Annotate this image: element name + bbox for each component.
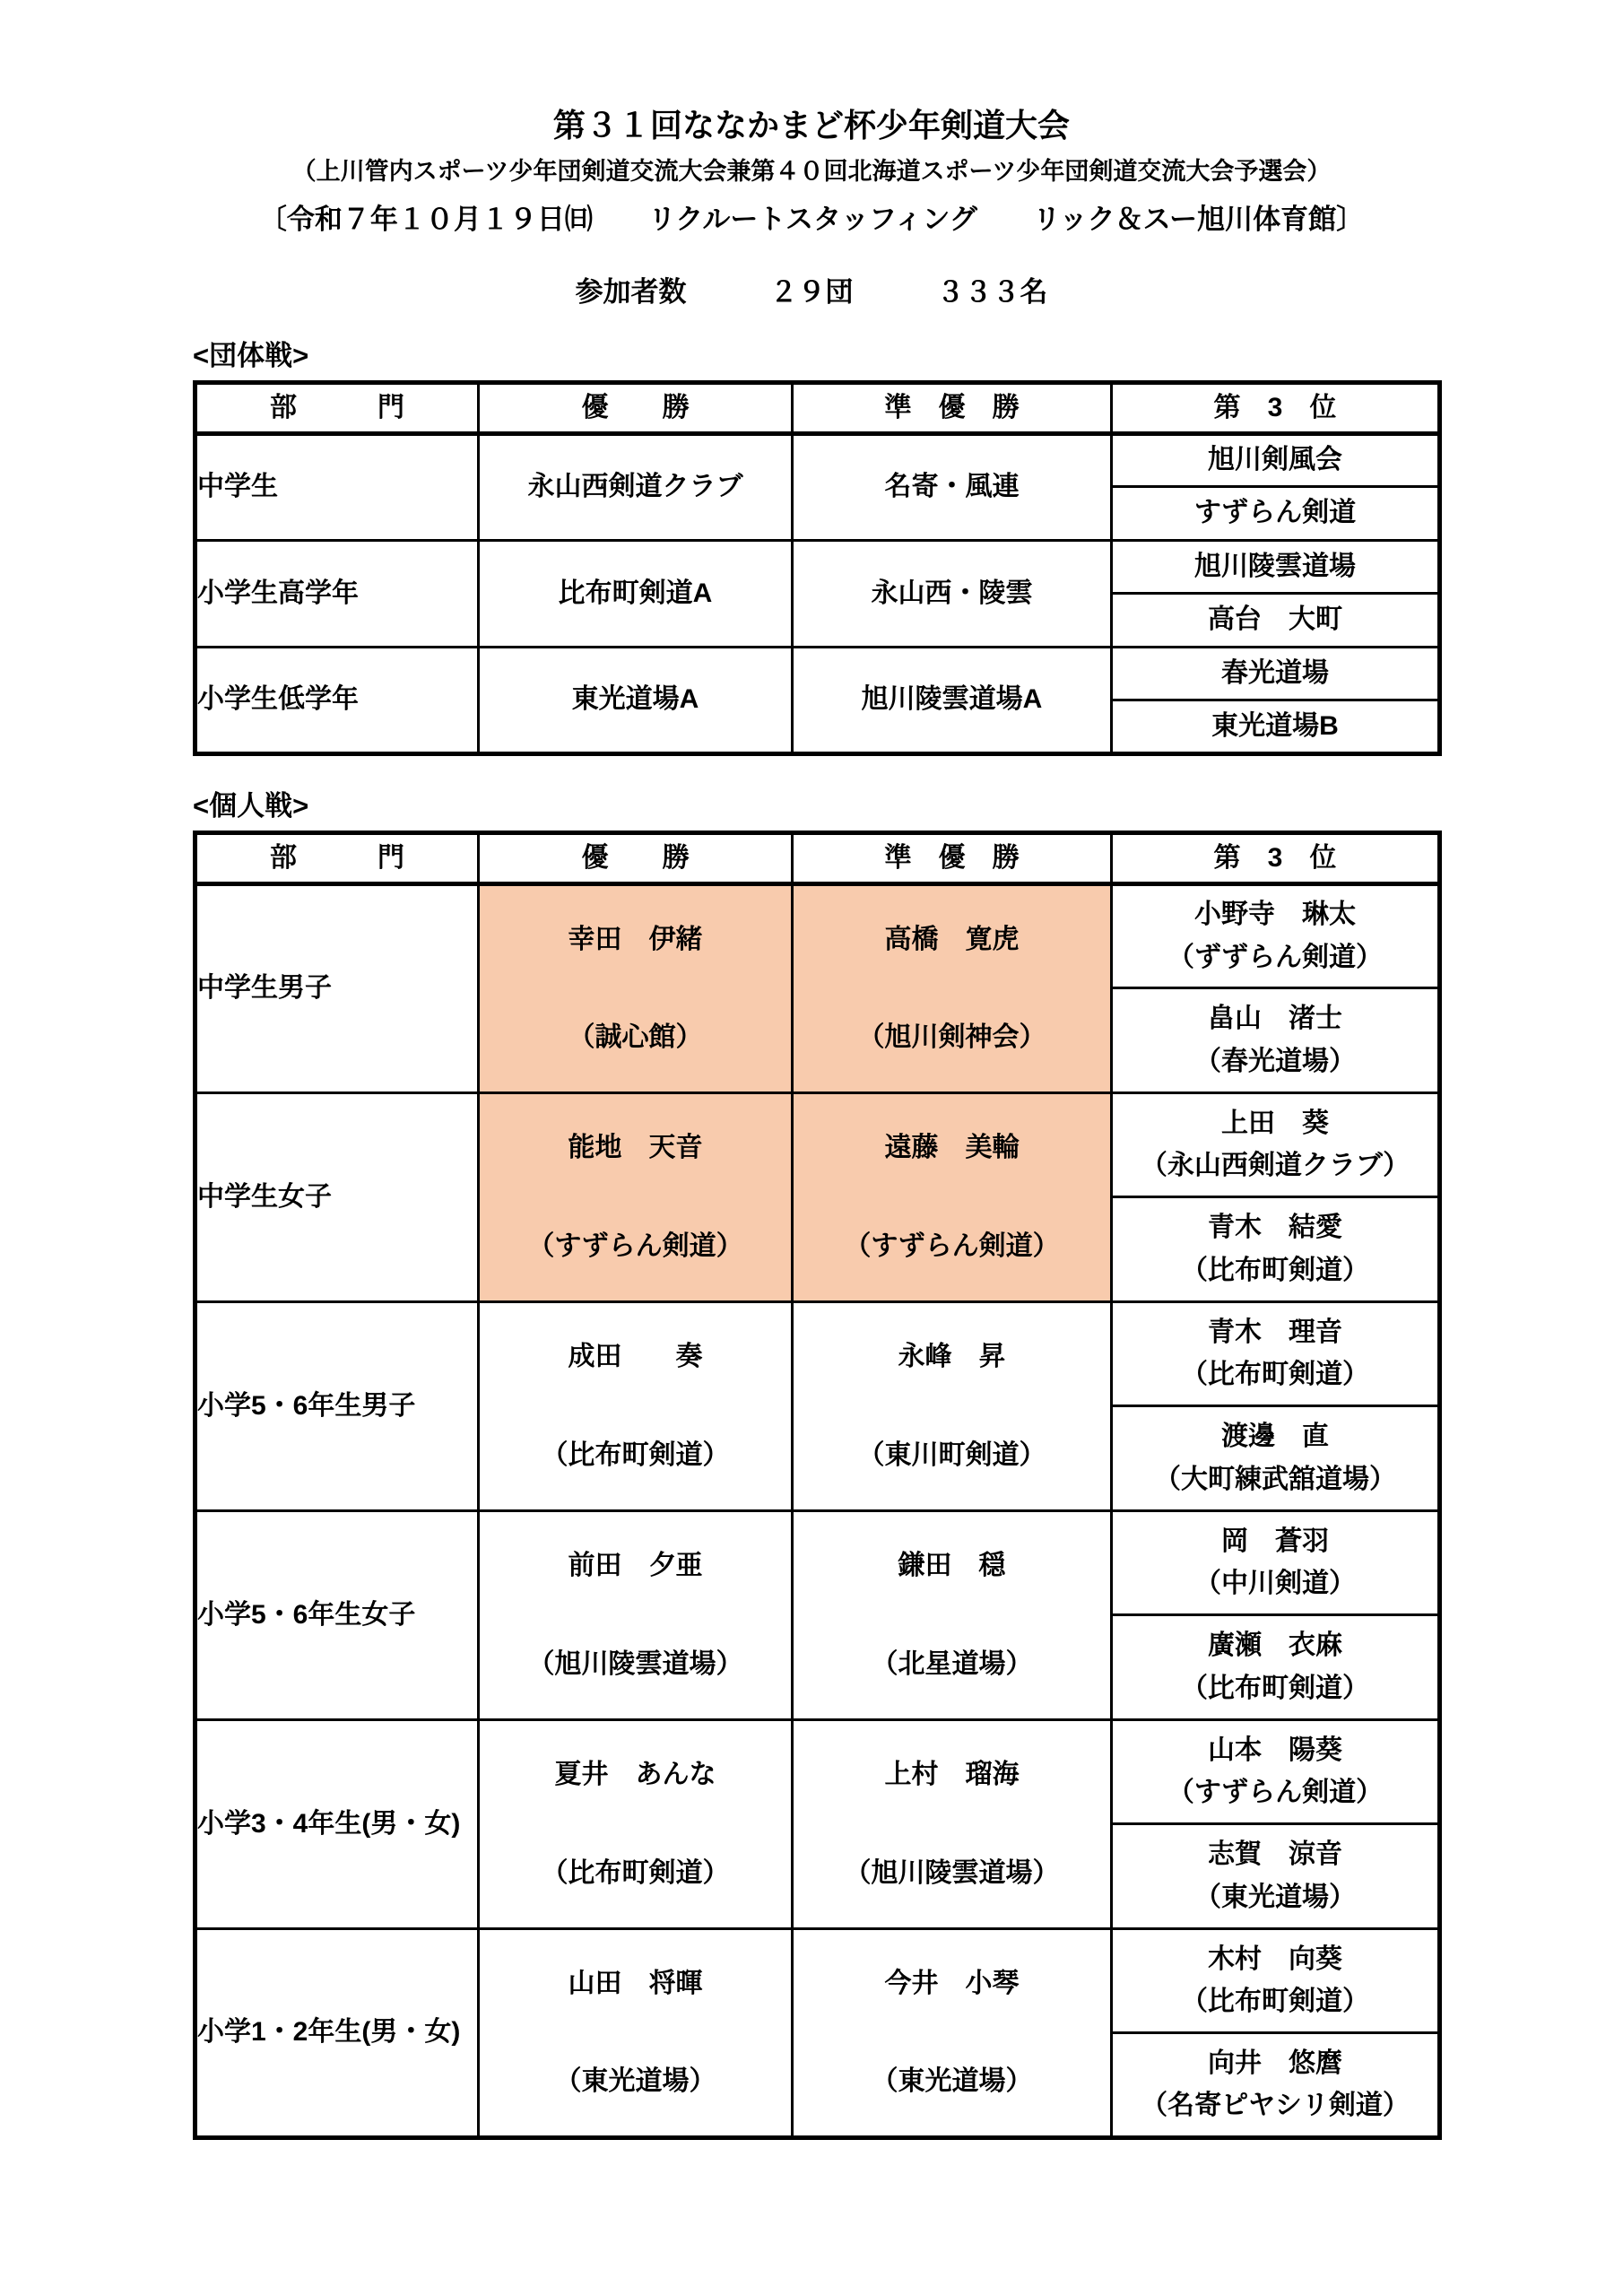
runner-up-name: 今井 小琴 [884, 1968, 1020, 1998]
team-table-header-row [195, 383, 1440, 434]
page-subtitle: （上川管内スポーツ少年団剣道交流大会兼第４０回北海道スポーツ少年団剣道交流大会予選会） [291, 158, 1332, 185]
third-name: 青木 理音 [1208, 1317, 1342, 1347]
third-club: （名寄ピヤシリ剣道） [1141, 2091, 1410, 2120]
winner-cell [479, 1720, 793, 1929]
runner-up-cell [793, 1929, 1112, 2138]
winner-cell [479, 1511, 793, 1720]
winner-name: 山田 将暉 [568, 1968, 703, 1998]
runner-up-cell: 旭川陵雲道場A [793, 648, 1112, 754]
column-header-runner-up: 準 優 勝 [793, 833, 1112, 884]
third-name: 岡 蒼羽 [1221, 1526, 1329, 1556]
column-header-third: 第 3 位 [1112, 383, 1440, 434]
event-date-venue: 〔令和７年１０月１９日㈰ リクルートスタッフィング リック＆スー旭川体育館〕 [258, 204, 1365, 235]
division-cell: 小学生高学年 [195, 541, 479, 648]
third-place-cell [1112, 1302, 1440, 1406]
third-place-cell [1112, 1197, 1440, 1302]
third-name: 畠山 渚士 [1208, 1004, 1342, 1033]
team-row [195, 541, 1440, 594]
third-place-cell [1112, 1615, 1440, 1720]
page-title: 第３１回ななかまど杯少年剣道大会 [552, 107, 1070, 144]
runner-up-name: 遠藤 美輪 [884, 1133, 1020, 1162]
third-name: 上田 葵 [1221, 1108, 1329, 1138]
winner-name: 前田 夕亜 [568, 1551, 703, 1580]
winner-name: 夏井 あんな [554, 1760, 716, 1789]
division-cell: 中学生 [195, 434, 479, 541]
third-club: （比布町剣道） [1181, 1673, 1369, 1703]
winner-club: （すずらん剣道） [527, 1231, 743, 1261]
column-header-winner: 優 勝 [479, 383, 793, 434]
third-place-cell [1112, 1093, 1440, 1197]
third-name: 青木 結愛 [1208, 1213, 1342, 1242]
team-results-table [193, 380, 1442, 756]
third-club: （中川剣道） [1194, 1569, 1356, 1598]
third-name: 向井 悠麿 [1208, 2048, 1342, 2078]
individual-row [195, 1302, 1440, 1406]
column-header-third: 第 3 位 [1112, 833, 1440, 884]
winner-name: 能地 天音 [568, 1133, 703, 1162]
winner-cell [479, 1093, 793, 1302]
winner-cell: 比布町剣道A [479, 541, 793, 648]
winner-name: 幸田 伊緒 [568, 924, 703, 954]
individual-row [195, 884, 1440, 988]
third-club: （東光道場） [1194, 1882, 1356, 1912]
participants-count: 参加者数 ２９団 ３３３名 [575, 276, 1048, 308]
column-header-runner-up: 準 優 勝 [793, 383, 1112, 434]
runner-up-cell [793, 1093, 1112, 1302]
third-place-cell [1112, 1824, 1440, 1929]
division-cell: 中学生男子 [195, 884, 479, 1093]
third-place-cell [1112, 1406, 1440, 1511]
third-club: （比布町剣道） [1181, 1987, 1369, 2016]
runner-up-cell [793, 1720, 1112, 1929]
winner-club: （比布町剣道） [541, 1439, 730, 1470]
third-club: （永山西剣道クラブ） [1140, 1151, 1410, 1180]
third-name: 木村 向葵 [1208, 1944, 1342, 1974]
individual-row [195, 1929, 1440, 2033]
column-header-winner: 優 勝 [479, 833, 793, 884]
third-place-cell: 高台 大町 [1112, 594, 1440, 648]
winner-name: 成田 奏 [568, 1342, 703, 1371]
third-place-cell: 春光道場 [1112, 648, 1440, 700]
runner-up-club: （旭川剣神会） [857, 1022, 1046, 1052]
winner-club: （東光道場） [554, 2066, 716, 2096]
runner-up-club: （東光道場） [871, 2066, 1033, 2096]
third-place-cell [1112, 988, 1440, 1093]
runner-up-name: 上村 瑠海 [884, 1760, 1020, 1789]
runner-up-club: （北星道場） [871, 1648, 1033, 1679]
winner-club: （旭川陵雲道場） [527, 1648, 743, 1679]
division-cell: 小学生低学年 [195, 648, 479, 754]
winner-cell [479, 1302, 793, 1511]
winner-cell: 永山西剣道クラブ [479, 434, 793, 541]
third-club: （比布町剣道） [1181, 1360, 1369, 1389]
third-place-cell [1112, 1511, 1440, 1615]
winner-club: （誠心館） [568, 1022, 703, 1052]
third-place-cell: 旭川陵雲道場 [1112, 541, 1440, 594]
third-club: （春光道場） [1194, 1046, 1356, 1076]
third-place-cell [1112, 1929, 1440, 2033]
winner-cell [479, 884, 793, 1093]
division-cell: 小学5・6年生男子 [195, 1302, 479, 1511]
team-section-label: <団体戦> [193, 340, 309, 371]
division-cell: 小学3・4年生(男・女) [195, 1720, 479, 1929]
individual-section-label: <個人戦> [193, 790, 309, 822]
winner-club: （比布町剣道） [541, 1857, 730, 1888]
runner-up-cell: 永山西・陵雲 [793, 541, 1112, 648]
runner-up-club: （すずらん剣道） [844, 1231, 1060, 1261]
division-cell: 小学1・2年生(男・女) [195, 1929, 479, 2138]
third-name: 廣瀬 衣麻 [1208, 1631, 1342, 1660]
third-place-cell [1112, 884, 1440, 988]
third-name: 志賀 涼音 [1208, 1839, 1342, 1869]
third-place-cell [1112, 2033, 1440, 2138]
team-row [195, 434, 1440, 487]
third-club: （ずずらん剣道） [1167, 942, 1383, 972]
third-club: （大町練武舘道場） [1154, 1464, 1396, 1494]
division-cell: 小学5・6年生女子 [195, 1511, 479, 1720]
individual-row [195, 1093, 1440, 1197]
individual-table-header-row [195, 833, 1440, 884]
runner-up-cell: 名寄・風連 [793, 434, 1112, 541]
individual-row [195, 1720, 1440, 1824]
winner-cell [479, 1929, 793, 2138]
division-cell: 中学生女子 [195, 1093, 479, 1302]
runner-up-name: 永峰 昇 [898, 1342, 1006, 1371]
third-club: （比布町剣道） [1181, 1255, 1369, 1285]
third-place-cell: 旭川剣風会 [1112, 434, 1440, 487]
runner-up-cell [793, 1511, 1112, 1720]
team-row [195, 648, 1440, 700]
runner-up-cell [793, 1302, 1112, 1511]
column-header-division: 部 門 [195, 383, 479, 434]
third-club: （すずらん剣道） [1167, 1778, 1384, 1807]
third-place-cell: 東光道場B [1112, 700, 1440, 754]
third-place-cell: すずらん剣道 [1112, 487, 1440, 541]
individual-results-table [193, 831, 1442, 2140]
winner-cell: 東光道場A [479, 648, 793, 754]
runner-up-name: 鎌田 穏 [898, 1551, 1006, 1580]
runner-up-club: （旭川陵雲道場） [844, 1857, 1060, 1888]
column-header-division: 部 門 [195, 833, 479, 884]
runner-up-club: （東川町剣道） [857, 1439, 1046, 1470]
runner-up-cell [793, 884, 1112, 1093]
third-place-cell [1112, 1720, 1440, 1824]
third-name: 渡邊 直 [1221, 1422, 1329, 1451]
third-name: 山本 陽葵 [1208, 1735, 1342, 1765]
individual-row [195, 1511, 1440, 1615]
runner-up-name: 高橋 寛虎 [884, 924, 1020, 954]
third-name: 小野寺 琳太 [1194, 900, 1356, 929]
